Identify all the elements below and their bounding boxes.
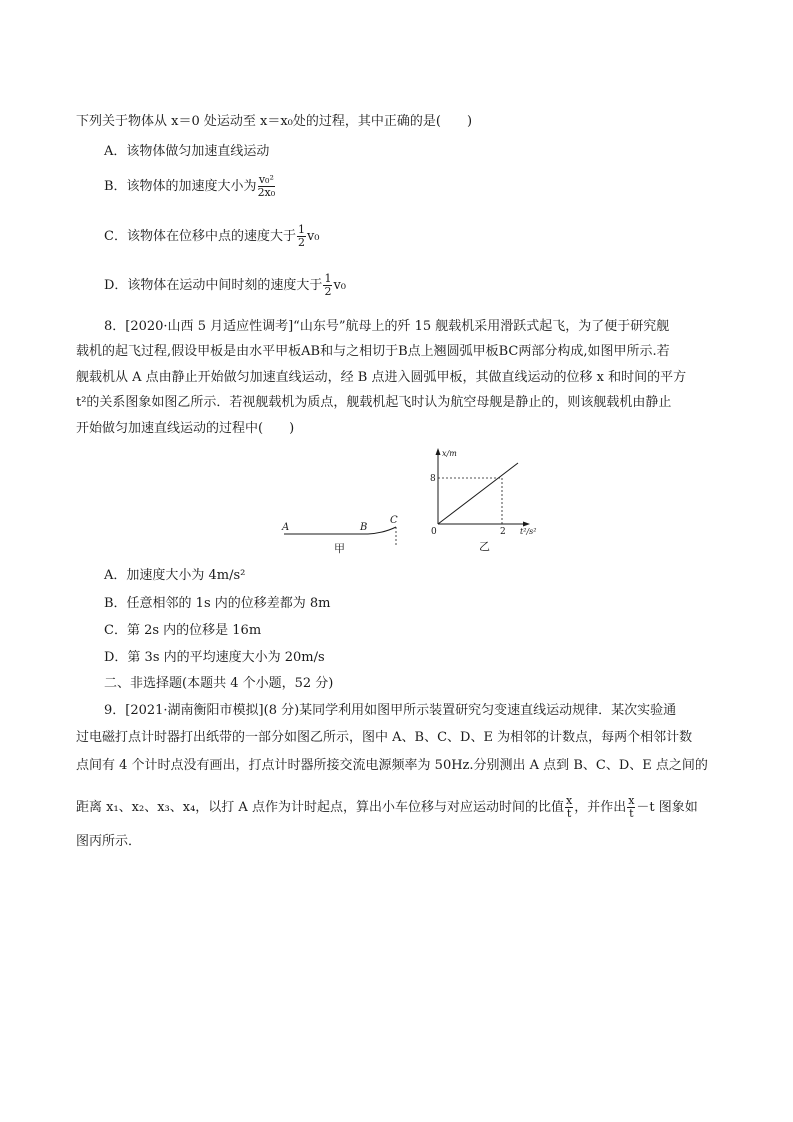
x-over-t-fraction xyxy=(627,795,635,820)
q7-option-c-suffix: v₀ xyxy=(306,229,320,244)
q7-option-d-fraction xyxy=(323,273,332,298)
q7-option-b-fraction xyxy=(258,174,276,199)
q8-line-4: t²的关系图象如图乙所示．若视舰载机为质点，舰载机起飞时认为航空母舰是静止的，则该舰载机由静止 xyxy=(76,395,672,410)
q8-line-3: 舰载机从 A 点由静止开始做匀加速直线运动，经 B 点进入圆弧甲板，其做直线运动的位移 x 和时间的平方 xyxy=(76,370,687,385)
q9-line-4 xyxy=(76,795,698,820)
point-a-label: A xyxy=(282,522,290,533)
arc-deck-bc-curve xyxy=(368,527,396,534)
q8-line-2: 载机的起飞过程,假设甲板是由水平甲板AB和与之相切于B点上翘圆弧甲板BC两部分构成,如图甲所示.若 xyxy=(76,344,670,359)
q7-option-b-text: B．该物体的加速度大小为 xyxy=(104,179,257,194)
y-tick-label: 8 xyxy=(430,474,436,484)
q9-line-4-text: 距离 x₁、x₂、x₃、x₄，以打 A 点作为计时起点，算出小车位移与对应运动时间的比值 xyxy=(76,800,564,815)
q9-line-5: 图丙所示． xyxy=(76,834,142,849)
section-heading: 二、非选择题(本题共 4 个小题，52 分) xyxy=(104,676,334,691)
x-tick-label: 2 xyxy=(500,527,506,537)
fraction-denominator: t xyxy=(629,807,634,820)
origin-label: 0 xyxy=(431,527,437,537)
q7-stem: 下列关于物体从 x＝0 处运动至 x＝x₀处的过程，其中正确的是( ) xyxy=(76,114,473,129)
x-over-t-fraction xyxy=(565,795,573,820)
figure-jia-caption: 甲 xyxy=(334,542,345,555)
x-axis-label: t²/s² xyxy=(520,527,537,536)
fraction-numerator: x xyxy=(565,794,573,807)
fraction-numerator: v₀² xyxy=(258,173,274,186)
q7-option-a: A．该物体做匀加速直线运动 xyxy=(104,144,270,159)
fraction-numerator: x xyxy=(628,794,635,807)
q9-line-4-suffix: －t 图象如 xyxy=(636,800,698,815)
figure-yi-caption: 乙 xyxy=(479,540,490,553)
y-axis-arrow-icon xyxy=(436,448,441,455)
y-axis-label: x/m xyxy=(442,449,457,458)
q8-option-b: B．任意相邻的 1s 内的位移差都为 8m xyxy=(104,596,331,611)
fraction-denominator: t xyxy=(566,807,572,820)
q9-line-1: 9．[2021·湖南衡阳市模拟](8 分)某同学利用如图甲所示装置研究匀变速直线运动规律．某次实验通 xyxy=(104,703,677,718)
fraction-denominator: 2 xyxy=(297,236,305,249)
q9-line-3: 点间有 4 个计时点没有画出，打点计时器所接交流电源频率为 50Hz.分别测出 A 点到 B、C、D、E 点之间的 xyxy=(76,758,708,773)
point-c-label: C xyxy=(390,515,398,526)
fraction-denominator: 2x₀ xyxy=(257,186,276,199)
q8-option-d: D．第 3s 内的平均速度大小为 20m/s xyxy=(104,650,325,665)
q7-option-c-text: C．该物体在位移中点的速度大于 xyxy=(104,229,296,244)
x-axis-arrow-icon xyxy=(523,522,530,527)
q8-line-1: 8．[2020·山西 5 月适应性调考]“山东号”航母上的歼 15 舰载机采用滑跃式起飞，为了便于研究舰 xyxy=(104,319,670,334)
q8-line-5: 开始做匀加速直线运动的过程中( ) xyxy=(76,421,295,436)
fraction-numerator: 1 xyxy=(324,272,332,285)
figure-x-t2-graph xyxy=(424,446,546,556)
fraction-denominator: 2 xyxy=(324,285,332,298)
figure-deck xyxy=(276,508,416,558)
q9-line-2: 过电磁打点计时器打出纸带的一部分如图乙所示，图中 A、B、C、D、E 为相邻的计数点，每两个相邻计数 xyxy=(76,730,693,745)
q7-option-d-suffix: v₀ xyxy=(333,278,346,293)
point-b-label: B xyxy=(360,522,368,533)
fraction-numerator: 1 xyxy=(297,223,305,236)
q7-option-c xyxy=(104,224,320,249)
data-line xyxy=(438,463,518,524)
q8-option-a: A．加速度大小为 4m/s² xyxy=(104,568,246,583)
q8-option-c: C．第 2s 内的位移是 16m xyxy=(104,623,262,638)
q9-line-4-mid: ，并作出 xyxy=(574,800,627,815)
q7-option-c-fraction xyxy=(297,224,306,249)
q7-option-b xyxy=(104,174,276,199)
q7-option-d xyxy=(104,273,346,298)
q7-option-d-text: D．该物体在运动中间时刻的速度大于 xyxy=(104,278,323,293)
